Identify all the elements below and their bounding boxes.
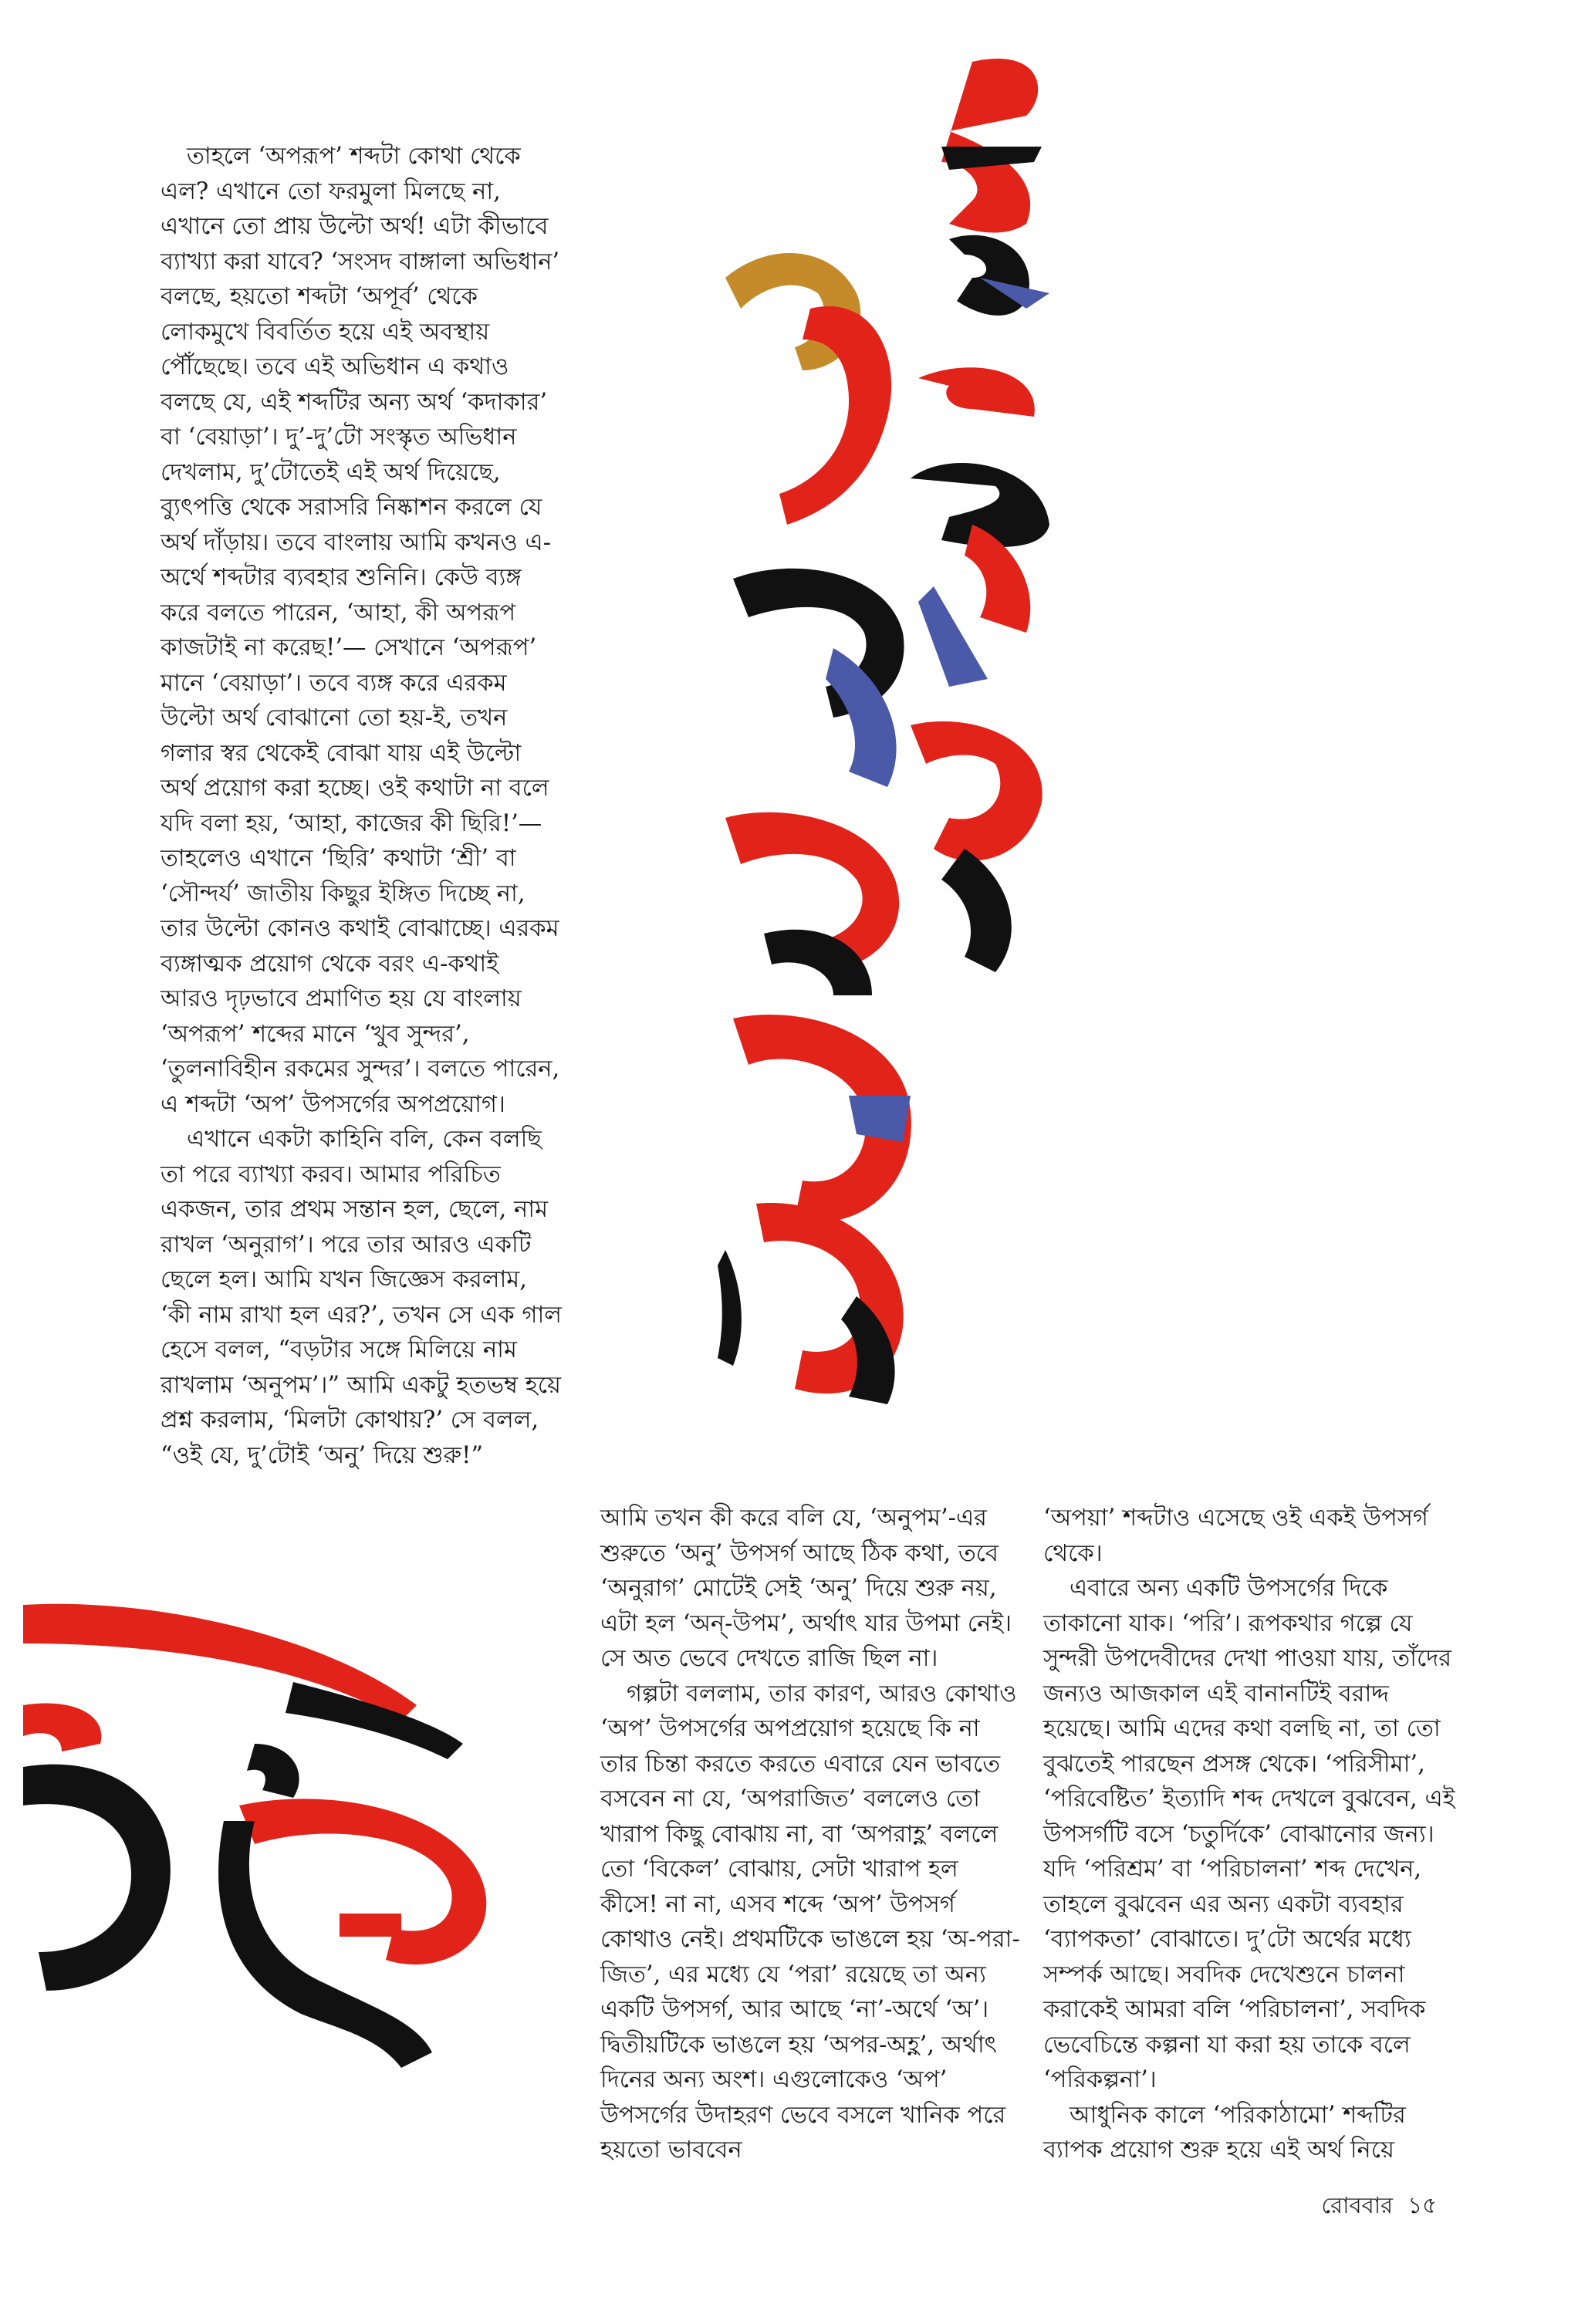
- paragraph: আমি তখন কী করে বলি যে, ‘অনুপম’-এর শুরুতে ‘অনু’ উপসর্গ আছে ঠিক কথা, তবে ‘অনুরাগ’ মোটেই সেই ‘অনু’ দিয়ে শুরু নয়, এটা হল ‘অন্-উপম’, অর্থাৎ যার উপমা নেই। সে অত ভেবে দেখতে রাজি ছিল না।: [600, 1505, 1012, 1672]
- paragraph: তাহলে ‘অপরূপ’ শব্দটা কোথা থেকে এল? এখানে তো ফরমুলা মিলছে না, এখানে তো প্রায় উল্টো অর্থ! এটা কীভাবে ব্যাখ্যা করা যাবে? ‘সংসদ বাঙ্গালা অভিধান’ বলছে, হয়তো শব্দটা ‘অপূর্ব’ থেকে লোকমুখে বিবর্তিত হয়ে এই অবস্থায় পৌঁছেছে। তবে এই অভিধান এ কথাও বলছে যে, এই শব্দটির অন্য অর্থ ‘কদাকার’ বা ‘বেয়াড়া’। দু’-দু’টো সংস্কৃত অভিধান দেখলাম, দু’টোতেই এই অর্থ দিয়েছে, ব্যুৎপত্তি থেকে সরাসরি নিষ্কাশন করলে যে অর্থ দাঁড়ায়। তবে বাংলায় আমি কখনও এ-অর্থে শব্দটার ব্যবহার শুনিনি। কেউ ব্যঙ্গ করে বলতে পারেন, ‘আহা, কী অপরূপ কাজটাই না করেছ!’— সেখানে ‘অপরূপ’ মানে ‘বেয়াড়া’। তবে ব্যঙ্গ করে এরকম উল্টো অর্থ বোঝানো তো হয়-ই, তখন গলার স্বর থেকেই বোঝা যায় এই উল্টো অর্থ প্রয়োগ করা হচ্ছে। ওই কথাটা না বলে যদি বলা হয়, ‘আহা, কাজের কী ছিরি!’— তাহলেও এখানে ‘ছিরি’ কথাটা ‘শ্রী’ বা ‘সৌন্দর্য’ জাতীয় কিছুর ইঙ্গিত দিচ্ছে না, তার উল্টো কোনও কথাই বোঝাচ্ছে। এরকম ব্যঙ্গাত্মক প্রয়োগ থেকে বরং এ-কথাই আরও দৃঢ়ভাবে প্রমাণিত হয় যে বাংলায় ‘অপরূপ’ শব্দের মানে ‘খুব সুন্দর’, ‘তুলনাবিহীন রকমের সুন্দর’। বলতে পারেন, এ শব্দটা ‘অপ’ উপসর্গের অপপ্রয়োগ।: [161, 143, 560, 1118]
- paragraph: আধুনিক কালে ‘পরিকাঠামো’ শব্দটির ব্যাপক প্রয়োগ শুরু হয়ে এই অর্থ নিয়ে: [1043, 2101, 1406, 2164]
- page-footer: [1321, 2188, 1437, 2226]
- paragraph: এবারে অন্য একটি উপসর্গের দিকে তাকানো যাক। ‘পরি’। রূপকথার গল্পে যে সুন্দরী উপদেবীদের দেখা পাওয়া যায়, তাঁদের জন্যও আজকাল এই বানানটিই বরাদ্দ হয়েছে। আমি এদের কথা বলছি না, তা তো বুঝতেই পারছেন প্রসঙ্গ থেকে। ‘পরিসীমা’, ‘পরিবেষ্টিত’ ইত্যাদি শব্দ দেখলে বুঝবেন, এই উপসর্গটি বসে ‘চতুর্দিকে’ বোঝানোর জন্য। যদি ‘পরিশ্রম’ বা ‘পরিচালনা’ শব্দ দেখেন, তাহলে বুঝবেন এর অন্য একটা ব্যবহার ‘ব্যাপকতা’ বোঝাতে। দু’টো অর্থের মধ্যে সম্পর্ক আছে। সবদিক দেখেশুনে চালনা করাকেই আমরা বলি ‘পরিচালনা’, সবদিক ভেবেচিন্তে কল্পনা যা করা হয় তাকে বলে ‘পরিকল্পনা’।: [1043, 1575, 1455, 2093]
- calligraphy-fragment: [0, 1589, 502, 2091]
- magazine-name: রোববার: [1321, 2192, 1394, 2218]
- calligraphy-main-icon: [718, 46, 1057, 1404]
- article-column-2: [600, 1501, 1021, 2168]
- calligraphy-side-icon: [0, 1589, 502, 2091]
- article-column-1: [161, 139, 562, 1473]
- paragraph: ‘অপয়া’ শব্দটাও এসেছে ওই একই উপসর্গ থেকে।: [1043, 1505, 1428, 1567]
- paragraph: এখানে একটা কাহিনি বলি, কেন বলছি তা পরে ব্যাখ্যা করব। আমার পরিচিত একজন, তার প্রথম সন্তান হল, ছেলে, নাম রাখল ‘অনুরাগ’। পরে তার আরও একটি ছেলে হল। আমি যখন জিজ্ঞেস করলাম, ‘কী নাম রাখা হল এর?’, তখন সে এক গাল হেসে বলল, “বড়টার সঙ্গে মিলিয়ে নাম রাখলাম ‘অনুপম’।” আমি একটু হতভম্ব হয়ে প্রশ্ন করলাম, ‘মিলটা কোথায়?’ সে বলল, “ওই যে, দু’টোই ‘অনু’ দিয়ে শুরু!”: [161, 1126, 563, 1469]
- article-column-3: [1043, 1501, 1464, 2168]
- page-number: ১৫: [1407, 2192, 1437, 2218]
- calligraphy-artwork: [718, 46, 1057, 1404]
- paragraph: গল্পটা বললাম, তার কারণ, আরও কোথাও ‘অপ’ উপসর্গের অপপ্রয়োগ হয়েছে কি না তার চিন্তা করতে করতে এবারে যেন ভাবতে বসবেন না যে, ‘অপরাজিত’ বললেও তো খারাপ কিছু বোঝায় না, বা ‘অপরাহ্ণ’ বললে তো ‘বিকেল’ বোঝায়, সেটা খারাপ হল কীসে! না না, এসব শব্দে ‘অপ’ উপসর্গ কোথাও নেই। প্রথমটিকে ভাঙলে হয় ‘অ-পরা-জিত’, এর মধ্যে যে ‘পরা’ রয়েছে তা অন্য একটি উপসর্গ, আর আছে ‘না’-অর্থে ‘অ’। দ্বিতীয়টিকে ভাঙলে হয় ‘অপর-অহ্ণ’, অর্থাৎ দিনের অন্য অংশ। এগুলোকেও ‘অপ’ উপসর্গের উদাহরণ ভেবে বসলে খানিক পরে হয়তো ভাববেন: [600, 1680, 1020, 2164]
